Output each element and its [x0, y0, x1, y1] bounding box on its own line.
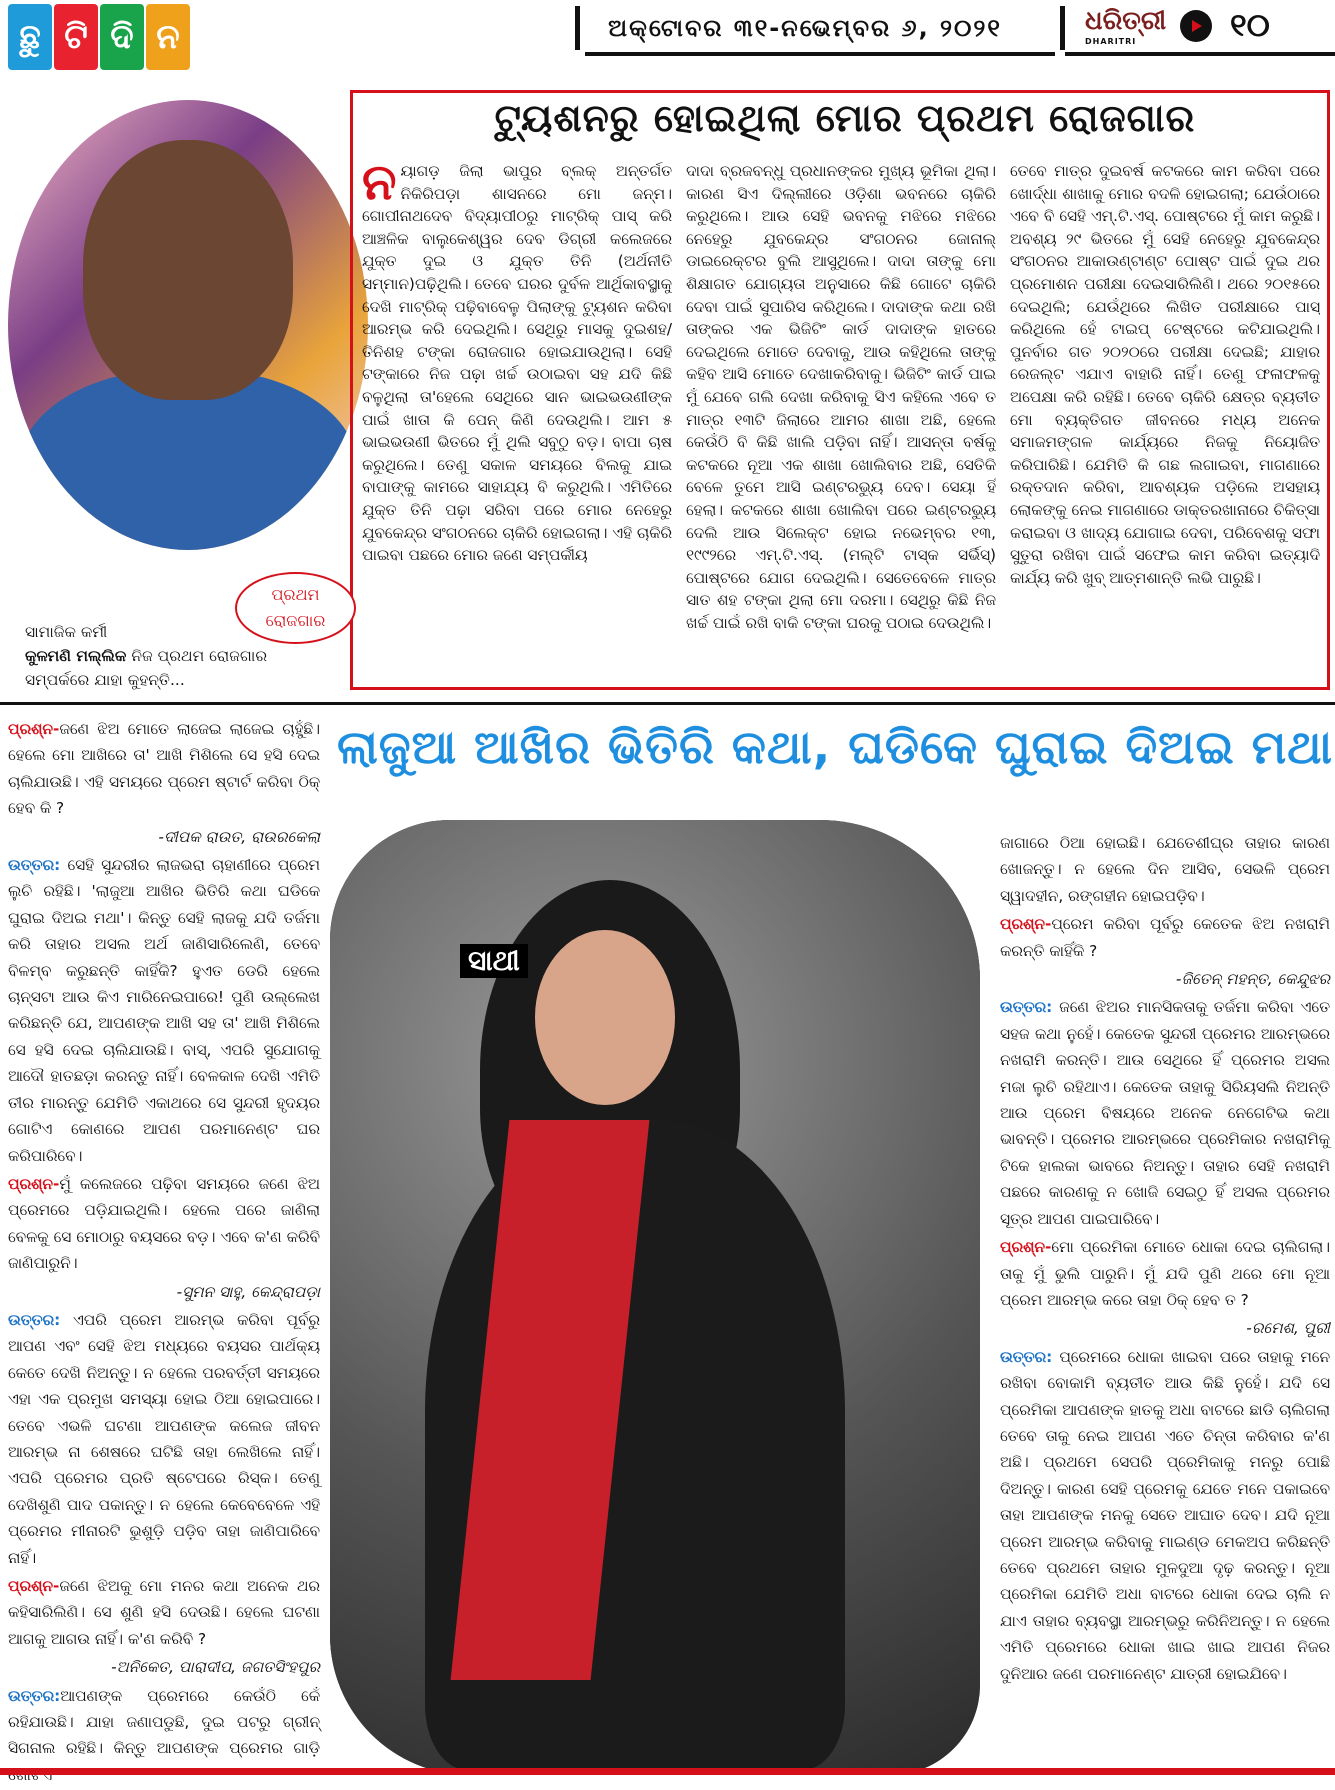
newspaper-logo	[1085, 6, 1166, 48]
woman-photo	[330, 820, 980, 1775]
article-text: ୟାଗଡ଼ ଜିଲା ଭାପୁର ବ୍ଲକ୍ ଅନ୍ତର୍ଗତ ନିକିରିପଡ଼ା ଶାସନରେ ମୋ ଜନ୍ମ। ଗୋପୀନାଥଦେବ ବିଦ୍ୟାପୀଠରୁ ମାଟ୍ରିକ୍ ପାସ୍ କରି ଆଞ୍ଚଳିକ ବାଲୁକେଶ୍ୱର ଦେବ ଡିଗ୍ରୀ କଲେଜରେ ଯୁକ୍ତ ଦୁଇ ଓ ଯୁକ୍ତ ତିନି (ଅର୍ଥନୀତି ସମ୍ମାନ)ପଢ଼ିଥିଲି। ତେବେ ଘରର ଦୁର୍ବଳ ଆର୍ଥିକାବସ୍ଥାକୁ ଦେଖି ମାଟ୍ରିକ୍ ପଢ଼ିବାବେଳୁ ପିଲାଙ୍କୁ ଟ୍ୟୁଶନ କରିବା ଆରମ୍ଭ କରି ଦେଇଥିଲି। ସେଥିରୁ ମାସକୁ ଦୁଇଶହ/ତିନିଶହ ଟଙ୍କା ରୋଜଗାର ହୋଇଯାଉଥିଲା। ସେହି ଟଙ୍କାରେ ନିଜ ପଢ଼ା ଖର୍ଚ୍ଚ ଉଠାଇବା ସହ ଯଦି କିଛି ବଳୁଥିଲା ତା'ହେଲେ ସେଥିରେ ସାନ ଭାଇଭଉଣୀଙ୍କ ପାଇଁ ଖାତା କି ପେନ୍ କିଣି ଦେଉଥିଲି। ଆମ ୫ ଭାଇଭଉଣୀ ଭିତରେ ମୁଁ ଥିଲି ସବୁଠୁ ବଡ଼। ବାପା ଚାଷ କରୁଥିଲେ। ତେଣୁ ସକାଳ ସମୟରେ ବିଲକୁ ଯାଇ ବାପାଙ୍କୁ କାମରେ ସାହାଯ୍ୟ ବି କରୁଥିଲି। ଏମିତିରେ ଯୁକ୍ତ ତିନି ପଢ଼ା ସରିବା ପରେ ମୋର ନେହେରୁ ଯୁବକେନ୍ଦ୍ର ସଂଗଠନରେ ଚାକିରି ହୋଇଗଲା। ଏହି ଚାକିରି ପାଇବା ପଛରେ ମୋର ଜଣେ ସମ୍ପର୍କୀୟ	[362, 162, 672, 565]
question-text: ପ୍ରେମ କରିବା ପୂର୍ବରୁ କେତେକ ଝିଅ ନଖରାମି କରନ୍ତି କାହିଁକି ?	[1000, 915, 1330, 960]
answer-text: ଆପଣଙ୍କ ପ୍ରେମରେ କେଉଁଠି କେଁ ରହିଯାଉଛି। ଯାହା ଜଣାପଡୁଛି, ଦୁଇ ପଟରୁ ଗ୍ରୀନ୍ ସିଗନାଲ ରହିଛି। କିନ୍ତୁ ଆପଣଙ୍କ ପ୍ରେମର ଗାଡ଼ି	[8, 1686, 320, 1758]
article-body	[362, 160, 1320, 680]
header-rule	[585, 52, 1055, 56]
question	[8, 1573, 320, 1652]
header-divider	[1060, 6, 1065, 50]
article-text: ଦାଦା ବ୍ରଜବନ୍ଧୁ ପ୍ରଧାନଙ୍କର ମୁଖ୍ୟ ଭୂମିକା ଥିଲା। କାରଣ ସିଏ ଦିଲ୍ଲୀରେ ଓଡ଼ିଶା ଭବନରେ ଚାକିରି କରୁଥିଲେ। ଆଉ ସେହି ଭବନକୁ ମଝିରେ ମଝିରେ ନେହେରୁ ଯୁବକେନ୍ଦ୍ର ସଂଗଠନର ଜୋନାଲ୍ ଡାଇରେକ୍ଟର ବୁଲି ଆସୁଥିଲେ। ଦାଦା ତାଙ୍କୁ ମୋ ଶିକ୍ଷାଗତ ଯୋଗ୍ୟତା ଅନୁସାରେ କିଛି ଗୋଟେ ଚାକିରି ଦେବା ପାଇଁ ସୁପାରିସ କରିଥିଲେ। ଦାଦାଙ୍କ କଥା ରଖି ତାଙ୍କର ଏକ ଭିଜିଟିଂ କାର୍ଡ ଦାଦାଙ୍କ ହାତରେ ଦେଇଥିଲେ ମୋତେ ଦେବାକୁ, ଆଉ କହିଥିଲେ ତାଙ୍କୁ କହିବ ଆସି ମୋତେ ଦେଖାକରିବାକୁ। ଭିଜିଟିଂ କାର୍ଡ ପାଇ ମୁଁ ଯେବେ ଗଲି ଦେଖା କରିବାକୁ ସିଏ କହିଲେ ଏବେ ତ ମାତ୍ର ୧୩ଟି ଜିଲାରେ ଆମର ଶାଖା ଅଛି, ହେଲେ କେଉଁଠି ବି କିଛି ଖାଲି ପଡ଼ିବା ନାହିଁ। ଆସନ୍ତା ବର୍ଷକୁ କଟକରେ ନୂଆ ଏକ ଶାଖା ଖୋଲିବାର ଅଛି, ସେତିକି ବେଳେ ତୁମେ ଆସି ଇଣ୍ଟରଭ୍ୟୁ ଦେବ। ସେୟା ହିଁ ହେଲା। କଟକରେ ଶାଖା ଖୋଲିବା ପରେ ଇଣ୍ଟରଭ୍ୟୁ ଦେଲି ଆଉ ସିଲେକ୍ଟ ହୋଇ ନଭେମ୍ବର ୧୩, ୧୯୯୨ରେ ଏମ୍.ଟି.ଏସ୍. (ମଲ୍ଟି ଟାସ୍କ ସର୍ଭିସ୍) ପୋଷ୍ଟରେ ଯୋଗ ଦେଇଥିଲି। ସେତେବେଳେ ମାତ୍ର ସାତ ଶହ ଟଙ୍କା ଥିଲା ମୋ ଦରମା। ସେଥିରୁ କିଛି ନିଜ ଖର୍ଚ୍ଚ ପାଇଁ ରଖି ବାକି ଟଙ୍କା ଘରକୁ ପଠାଇ ଦେଉଥିଲି।	[686, 162, 996, 632]
question-signature: -ଅନିକେତ, ପାରାଦୀପ, ଜଗତସିଂହପୁର	[111, 1658, 320, 1677]
masthead-letter: ଟି	[54, 4, 98, 70]
answer-tag: ଉତ୍ତର:	[1000, 1347, 1053, 1366]
caption-suffix: ନିଜ ପ୍ରଥମ ରୋଜଗାର ସମ୍ପର୍କରେ ଯାହା କୁହନ୍ତି...	[25, 647, 268, 689]
caption-prefix: ସାମାଜିକ କର୍ମୀ	[25, 623, 108, 641]
article-column	[686, 160, 996, 680]
photo-caption	[25, 620, 325, 692]
masthead-letter: ଛୁ	[8, 4, 52, 70]
play-icon	[1180, 10, 1212, 42]
caption-name: କୁଳମଣି ମଲ୍ଲିକ	[25, 647, 127, 665]
portrait-face	[83, 140, 293, 400]
answer	[8, 852, 320, 1169]
photo-label: ସାଥୀ	[460, 944, 528, 978]
answer-tag: ଉତ୍ତର:	[8, 1310, 61, 1329]
question-tag: ପ୍ରଶ୍ନ-	[1000, 915, 1052, 934]
answer-text: ଏପରି ପ୍ରେମ ଆରମ୍ଭ କରିବା ପୂର୍ବରୁ ଆପଣ ଏବଂ ସେହି ଝିଅ ମଧ୍ୟରେ ବୟସର ପାର୍ଥକ୍ୟ କେତେ ଦେଖି ନିଅନ୍ତୁ। ନ ହେଲେ ପରବର୍ତ୍ତୀ ସମୟରେ ଏହା ଏକ ପ୍ରମୁଖ ସମସ୍ୟା ହୋଇ ଠିଆ ହୋଇପାରେ। ତେବେ ଏଭଳି ଘଟଣା ଆପଣଙ୍କ କଲେଜ ଜୀବନ ଆରମ୍ଭ ନା ଶେଷରେ ଘଟିଛି ତାହା ଲେଖିଲେ ନାହିଁ। ଏପରି ପ୍ରେମର ପ୍ରତି ଷ୍ଟେପରେ ରିସ୍କ। ତେଣୁ ଦେଖିଶୁଣି ପାଦ ପକାନ୍ତୁ। ନ ହେଲେ କେବେବେଳେ ଏହି ପ୍ରେମର ମୀନାରଟି ଭୁଶୁଡ଼ି ପଡ଼ିବ ତାହା ଜାଣିପାରିବେ ନାହିଁ।	[8, 1310, 320, 1567]
qa-right-column	[1000, 830, 1330, 1689]
answer-tag: ଉତ୍ତର:	[1000, 998, 1053, 1017]
article-title: ଟ୍ୟୁଶନରୁ ହୋଇଥିଲା ମୋର ପ୍ରଥମ ରୋଜଗାର	[494, 96, 1196, 140]
first-earning-badge: ପ୍ରଥମ ରୋଜଗାର	[235, 572, 356, 644]
question	[1000, 911, 1330, 964]
answer-text: ପ୍ରେମରେ ଧୋକା ଖାଇବା ପରେ ତାହାକୁ ମନେ ରଖିବା ବୋକାମି ବ୍ୟତୀତ ଆଉ କିଛି ନୁହେଁ। ଯଦି ସେ ପ୍ରେମିକା ଆପଣଙ୍କ ହାତକୁ ଅଧା ବାଟରେ ଛାଡି ଚାଲିଗଲା ତେବେ ତାକୁ ନେଇ ଆପଣ ଏତେ ଚିନ୍ତା କରିବାର କ'ଣ ଅଛି। ପ୍ରଥମେ ସେପରି ପ୍ରେମିକାକୁ ମନରୁ ପୋଛି ଦିଅନ୍ତୁ। କାରଣ ସେହି ପ୍ରେମକୁ ଯେତେ ମନେ ପକାଇବେ ତାହା ଆପଣଙ୍କ ମନକୁ ସେତେ ଆଘାତ ଦେବ। ଯଦି ନୂଆ ପ୍ରେମ ଆରମ୍ଭ କରିବାକୁ ମାଇଣ୍ଡ ମେକଅପ କରିଛନ୍ତି ତେବେ ପ୍ରଥମେ ତାହାର ମୁଳଦୁଆ ଦୃଢ଼ କରନ୍ତୁ। ନୂଆ ପ୍ରେମିକା ଯେମିତି ଅଧା ବାଟରେ ଧୋକା ଦେଇ ଚାଲି ନ ଯାଏ ତାହାର ବ୍ୟବସ୍ଥା ଆରମ୍ଭରୁ କରିନିଅନ୍ତୁ। ନ ହେଲେ ଏମିତି ପ୍ରେମରେ ଧୋକା ଖାଇ ଖାଇ ଆପଣ ନିଜର ଦୁନିଆର ଜଣେ ପରମାନେଣ୍ଟ ଯାତ୍ରୀ ହୋଇଯିବେ।	[1000, 1347, 1330, 1683]
logo-text: ଧରିତ୍ରୀ	[1085, 6, 1167, 36]
qa-title: ଲାଜୁଆ ଆଖିର ଭିତିରି କଥା, ଘଡିକେ ଘୁରାଇ ଦିଅଇ ମଥା	[336, 720, 1334, 774]
article-column	[362, 160, 672, 680]
question-text: ଜଣେ ଝିଅ ମୋତେ ଲାଜେଇ ଲାଜେଇ ଚାହୁଁଛି। ହେଲେ ମୋ ଆଖିରେ ତା' ଆଖି ମିଶିଲେ ସେ ହସି ଦେଇ ଚାଲିଯାଉଛି। ଏହି ସମୟରେ ପ୍ରେମ ଷ୍ଟାର୍ଟ କରିବା ଠିକ୍ ହେବ କି ?	[8, 720, 320, 818]
logo-subtext: DHARITRI	[1085, 37, 1137, 46]
answer	[1000, 994, 1330, 1232]
page-number: ୧୦	[1230, 6, 1270, 44]
question-text: ମୁଁ କଲେଜରେ ପଢ଼ିବା ସମୟରେ ଜଣେ ଝିଅ ପ୍ରେମରେ ପଡ଼ିଯାଇଥିଲି। ହେଲେ ପରେ ଜାଣିଲା ବେଳକୁ ସେ ମୋଠାରୁ ବୟସରେ ବଡ଼। ଏବେ କ'ଣ କରିବି ଜାଣିପାରୁନି।	[8, 1174, 320, 1273]
question	[8, 1171, 320, 1277]
question	[1000, 1234, 1330, 1313]
header-rule	[1065, 52, 1335, 56]
bottom-rule	[0, 1768, 1335, 1775]
portrait-photo	[8, 100, 368, 550]
masthead	[8, 4, 190, 76]
question-text: ଜଣେ ଝିଅକୁ ମୋ ମନର କଥା ଅନେକ ଥର କହିସାରିଲିଣି। ସେ ଶୁଣି ହସି ଦେଉଛି। ହେଲେ ଘଟଣା ଆଗକୁ ଆଗଉ ନାହିଁ। କ'ଣ କରିବି ?	[8, 1577, 320, 1648]
photo-face	[535, 930, 675, 1105]
article-column	[1010, 160, 1320, 680]
answer-text: ଜଣେ ଝିଅର ମାନସିକତାକୁ ତର୍ଜମା କରିବା ଏତେ ସହଜ କଥା ନୁହେଁ। କେତେକ ସୁନ୍ଦରୀ ପ୍ରେମର ଆରମ୍ଭରେ ନଖରାମି କରନ୍ତି। ଆଉ ସେଥିରେ ହିଁ ପ୍ରେମର ଅସଲ ମଜା ଲୁଚି ରହିଥାଏ। କେତେକ ତାହାକୁ ସିରିୟସଲି ନିଅନ୍ତି ଆଉ ପ୍ରେମ ବିଷୟରେ ଅନେକ ନେଗେଟିଭ କଥା ଭାବନ୍ତି। ପ୍ରେମର ଆରମ୍ଭରେ ପ୍ରେମିକାର ନଖରାମିକୁ ଟିକେ ହାଲକା ଭାବରେ ନିଅନ୍ତୁ। ତାହାର ସେହି ନଖରାମି ପଛରେ କାରଣକୁ ନ ଖୋଜି ସେଇଠୁ ହିଁ ଅସଲ ପ୍ରେମର ସୂତ୍ର ଆପଣ ପାଇପାରିବେ।	[1000, 998, 1330, 1228]
section-divider	[0, 702, 1335, 705]
answer-continued: ଜାଗାରେ ଠିଆ ହୋଇଛି। ଯେତେଶୀଘ୍ର ତାହାର କାରଣ ଖୋଜନ୍ତୁ। ନ ହେଲେ ଦିନ ଆସିବ, ସେଭଳି ପ୍ରେମ ସ୍ୱାଦହୀନ, ରଙ୍ଗହୀନ ହୋଇପଡ଼ିବ।	[1000, 834, 1330, 905]
question-signature: -ଜିତେନ୍ ମହନ୍ତ, କେନ୍ଦୁଝର	[1175, 970, 1330, 989]
article-text: ତେବେ ମାତ୍ର ଦୁଇବର୍ଷ କଟକରେ କାମ କରିବା ପରେ ଖୋର୍ଦ୍ଧା ଶାଖାକୁ ମୋର ବଦଳି ହୋଇଗଲା; ଯେଉଁଠାରେ ଏବେ ବି ସେହି ଏମ୍.ଟି.ଏସ୍. ପୋଷ୍ଟରେ ମୁଁ କାମ କରୁଛି। ଅବଶ୍ୟ ୨୯ ଭିତରେ ମୁଁ ସେହି ନେହେରୁ ଯୁବକେନ୍ଦ୍ର ସଂଗଠନର ଆକାଉଣ୍ଟାଣ୍ଟ ପୋଷ୍ଟ ପାଇଁ ଦୁଇ ଥର ପ୍ରମୋଶନ ପରୀକ୍ଷା ଦେଇସାରିଲିଣି। ଥରେ ୨୦୧୫ରେ ଦେଇଥିଲି; ଯେଉଁଥିରେ ଲିଖିତ ପରୀକ୍ଷାରେ ପାସ୍ କରିଥିଲେ ହେଁ ଟାଇପ୍ ଟେଷ୍ଟରେ କଟିଯାଇଥିଲି। ପୁନର୍ବାର ଗତ ୨୦୨୦ରେ ପରୀକ୍ଷା ଦେଇଛି; ଯାହାର ରେଜଲ୍ଟ ଏଯାଏ ବାହାରି ନାହିଁ। ତେଣୁ ଫଳାଫଳକୁ ଅପେକ୍ଷା କରି ରହିଛି। ତେବେ ଚାକିରି କ୍ଷେତ୍ର ବ୍ୟତୀତ ମୋ ବ୍ୟକ୍ତିଗତ ଜୀବନରେ ମଧ୍ୟ ଅନେକ ସମାଜମଙ୍ଗଳ କାର୍ଯ୍ୟରେ ନିଜକୁ ନିୟୋଜିତ କରିପାରିଛି। ଯେମିତି କି ଗଛ ଲଗାଇବା, ମାଗଣାରେ ରକ୍ତଦାନ କରିବା, ଆବଶ୍ୟକ ପଡ଼ିଲେ ଅସହାୟ ଲୋକଙ୍କୁ ନେଇ ମାଗଣାରେ ଡାକ୍ତରଖାନାରେ ଚିକିତ୍ସା କରାଇବା ଓ ଖାଦ୍ୟ ଯୋଗାଇ ଦେବା, ପରିବେଶକୁ ସଫା ସୁତୁରା ରଖିବା ପାଇଁ ସଫେଇ କାମ କରିବା ଇତ୍ୟାଦି କାର୍ଯ୍ୟ କରି ଖୁବ୍ ଆତ୍ମଶାନ୍ତି ଲଭି ପାରୁଛି।	[1010, 162, 1320, 587]
answer	[8, 1307, 320, 1571]
question-tag: ପ୍ରଶ୍ନ-	[8, 720, 60, 738]
question-signature: -ରମେଶ, ପୁରୀ	[1246, 1319, 1330, 1338]
drop-cap: ନ	[362, 160, 397, 211]
qa-left-column	[8, 716, 320, 1790]
question-tag: ପ୍ରଶ୍ନ-	[8, 1577, 60, 1595]
answer-tag: ଉତ୍ତର:	[8, 856, 61, 875]
answer-tag: ଉତ୍ତର:	[8, 1686, 61, 1705]
question-tag: ପ୍ରଶ୍ନ-	[8, 1174, 60, 1193]
question-signature: -ଦୀପକ ରାଉତ, ରାଉରକେଲା	[158, 827, 320, 846]
question-signature: -ସୁମନ ସାହୁ, କେନ୍ଦ୍ରାପଡ଼ା	[176, 1282, 320, 1301]
masthead-letter: ଦି	[100, 4, 144, 70]
question-tag: ପ୍ରଶ୍ନ-	[1000, 1238, 1052, 1257]
answer	[1000, 1344, 1330, 1687]
question-text: ମୋ ପ୍ରେମିକା ମୋତେ ଧୋକା ଦେଇ ଚାଲିଗଲା। ତାକୁ ମୁଁ ଭୁଲି ପାରୁନି। ମୁଁ ଯଦି ପୁଣି ଥରେ ମୋ ନୂଆ ପ୍ରେମ ଆରମ୍ଭ କରେ ତାହା ଠିକ୍ ହେବ ତ ?	[1000, 1238, 1330, 1309]
answer-text: ସେହି ସୁନ୍ଦରୀର ଲାଜଭରା ଚାହାଣୀରେ ପ୍ରେମ ଲୁଚି ରହିଛି। 'ଲାଜୁଆ ଆଖିର ଭିତିରି କଥା ଘଡିକେ ଘୁରାଇ ଦିଅଇ ମଥା'। କିନ୍ତୁ ସେହି ଲାଜକୁ ଯଦି ତର୍ଜମା କରି ତାହାର ଅସଲ ଅର୍ଥ ଜାଣିସାରିଲେଣି, ତେବେ ବିଳମ୍ବ କରୁଛନ୍ତି କାହିଁକି? ହୁଏତ ଡେରି ହେଲେ ଚାନ୍ସଟା ଆଉ କିଏ ମାରିନେଇପାରେ! ପୁଣି ଉଲ୍ଲେଖ କରିଛନ୍ତି ଯେ, ଆପଣଙ୍କ ଆଖି ସହ ତା' ଆଖି ମିଶିଲେ ସେ ହସି ଦେଇ ଚାଲିଯାଉଛି। ବାସ୍, ଏପରି ସୁଯୋଗକୁ ଆଦୌ ହାତଛଡ଼ା କରନ୍ତୁ ନାହିଁ। ବେଳକାଳ ଦେଖି ଏମିତି ତୀର ମାରନ୍ତୁ ଯେମିତି ଏକାଥରେ ସେ ସୁନ୍ଦରୀ ହୃଦୟର ଗୋଟିଏ କୋଣରେ ଆପଣ ପରମାନେଣ୍ଟ ଘର କରିପାରିବେ।	[8, 856, 320, 1165]
question	[8, 716, 320, 822]
masthead-letter: ନ	[146, 4, 190, 70]
issue-date: ଅକ୍ଟୋବର ୩୧-ନଭେମ୍ବର ୬, ୨୦୨୧	[608, 14, 1002, 42]
